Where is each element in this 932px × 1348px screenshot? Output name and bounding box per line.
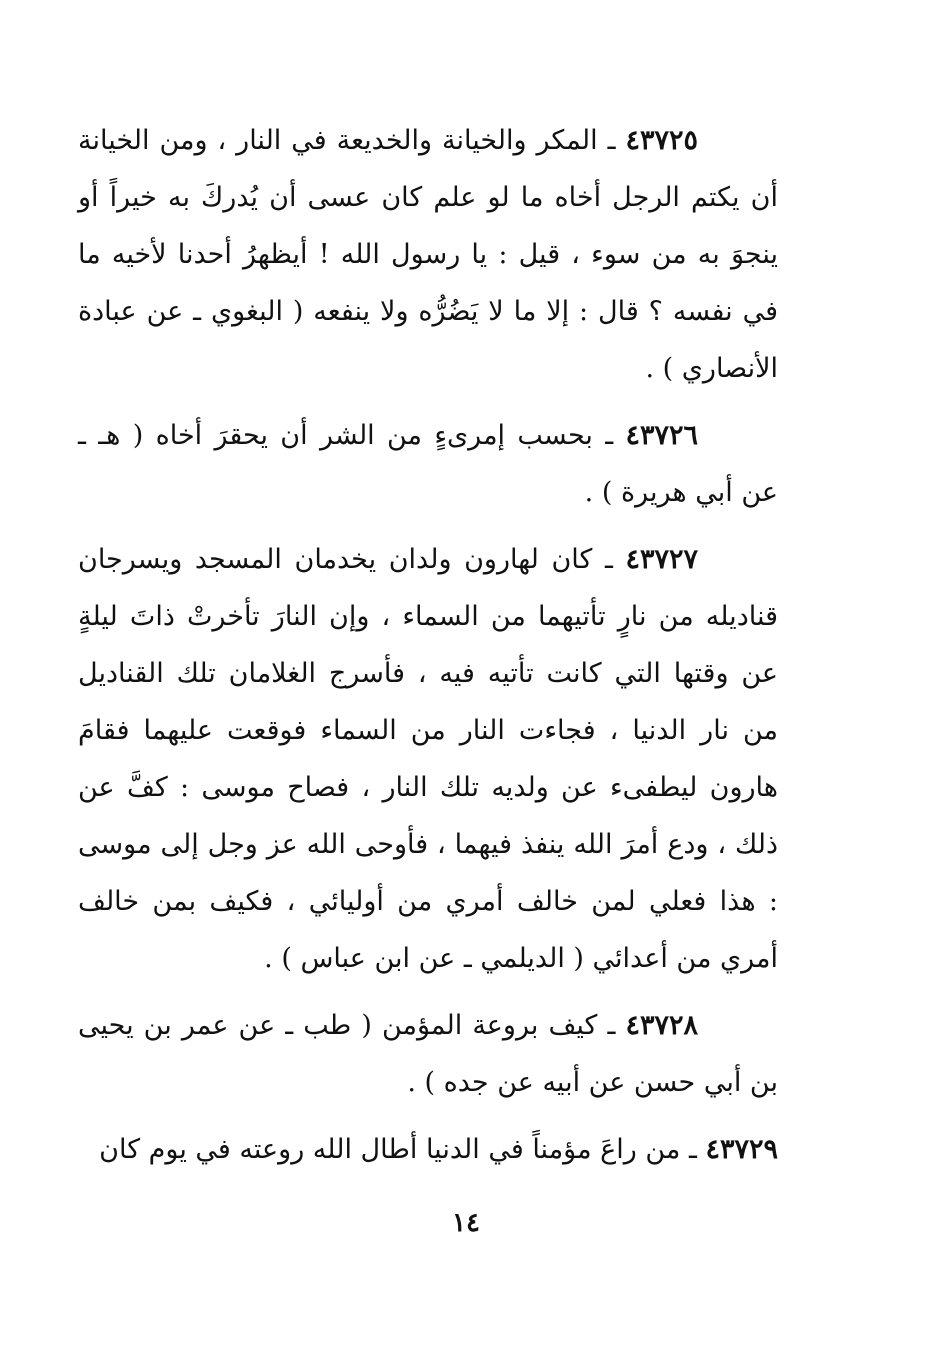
entry-text: ـ من راعَ مؤمناً في الدنيا أطال الله روعته في يوم كان (99, 1134, 697, 1165)
entry-text: ـ كان لهارون ولدان يخدمان المسجد ويسرجان قناديله من نارٍ تأتيهما من السماء ، وإن النارَ تأخرتْ ذاتَ ليلةٍ عن وقتها التي كانت تأتيه فيه ، فأسرج الغلامان تلك القناديل من نار الدنيا ، فجاءت النار من السماء فوقعت عليهما فقامَ هارون ليطفىء عن ولديه تلك النار ، فصاح موسى : كفَّ عن ذلك ، ودع أمرَ الله ينفذ فيهما ، فأوحى الله عز وجل إلى موسى : هذا فعلي لمن خالف أمري من أوليائي ، فكيف بمن خالف أمري من أعدائي ( الديلمي ـ عن ابن عباس ) . (78, 544, 779, 974)
entry-number: ٤٣٧٢٦ (625, 420, 698, 451)
entry-number: ٤٣٧٢٧ (625, 544, 698, 575)
entry-text: ـ كيف بروعة المؤمن ( طب ـ عن عمر بن يحيى بن أبي حسن عن أبيه عن جده ) . (78, 1010, 778, 1098)
page-number: ١٤ (452, 1208, 480, 1238)
entry-text: ـ المكر والخيانة والخديعة في النار ، ومن الخيانة أن يكتم الرجل أخاه ما لو علم كان عسى أن يُدركَ به خيراً أو ينجوَ به من سوء ، قيل : يا رسول الله ! أيظهرُ أحدنا لأخيه ما في نفسه ؟ قال : إلا ما لا يَضُرُّه ولا ينفعه ( البغوي ـ عن عبادة الأنصاري ) . (78, 125, 778, 384)
hadith-entry-43727 (78, 531, 778, 987)
hadith-entry-43728 (78, 997, 778, 1111)
entry-number: ٤٣٧٢٨ (625, 1010, 698, 1041)
hadith-entry-43726 (78, 407, 778, 521)
page-body (78, 112, 778, 1188)
hadith-entry-43729 (78, 1121, 778, 1178)
entry-text: ـ بحسب إمرىءٍ من الشر أن يحقرَ أخاه ( هـ ـ عن أبي هريرة ) . (78, 420, 778, 508)
entry-number: ٤٣٧٢٩ (705, 1134, 778, 1165)
entry-number: ٤٣٧٢٥ (625, 125, 698, 156)
hadith-entry-43725 (78, 112, 778, 397)
